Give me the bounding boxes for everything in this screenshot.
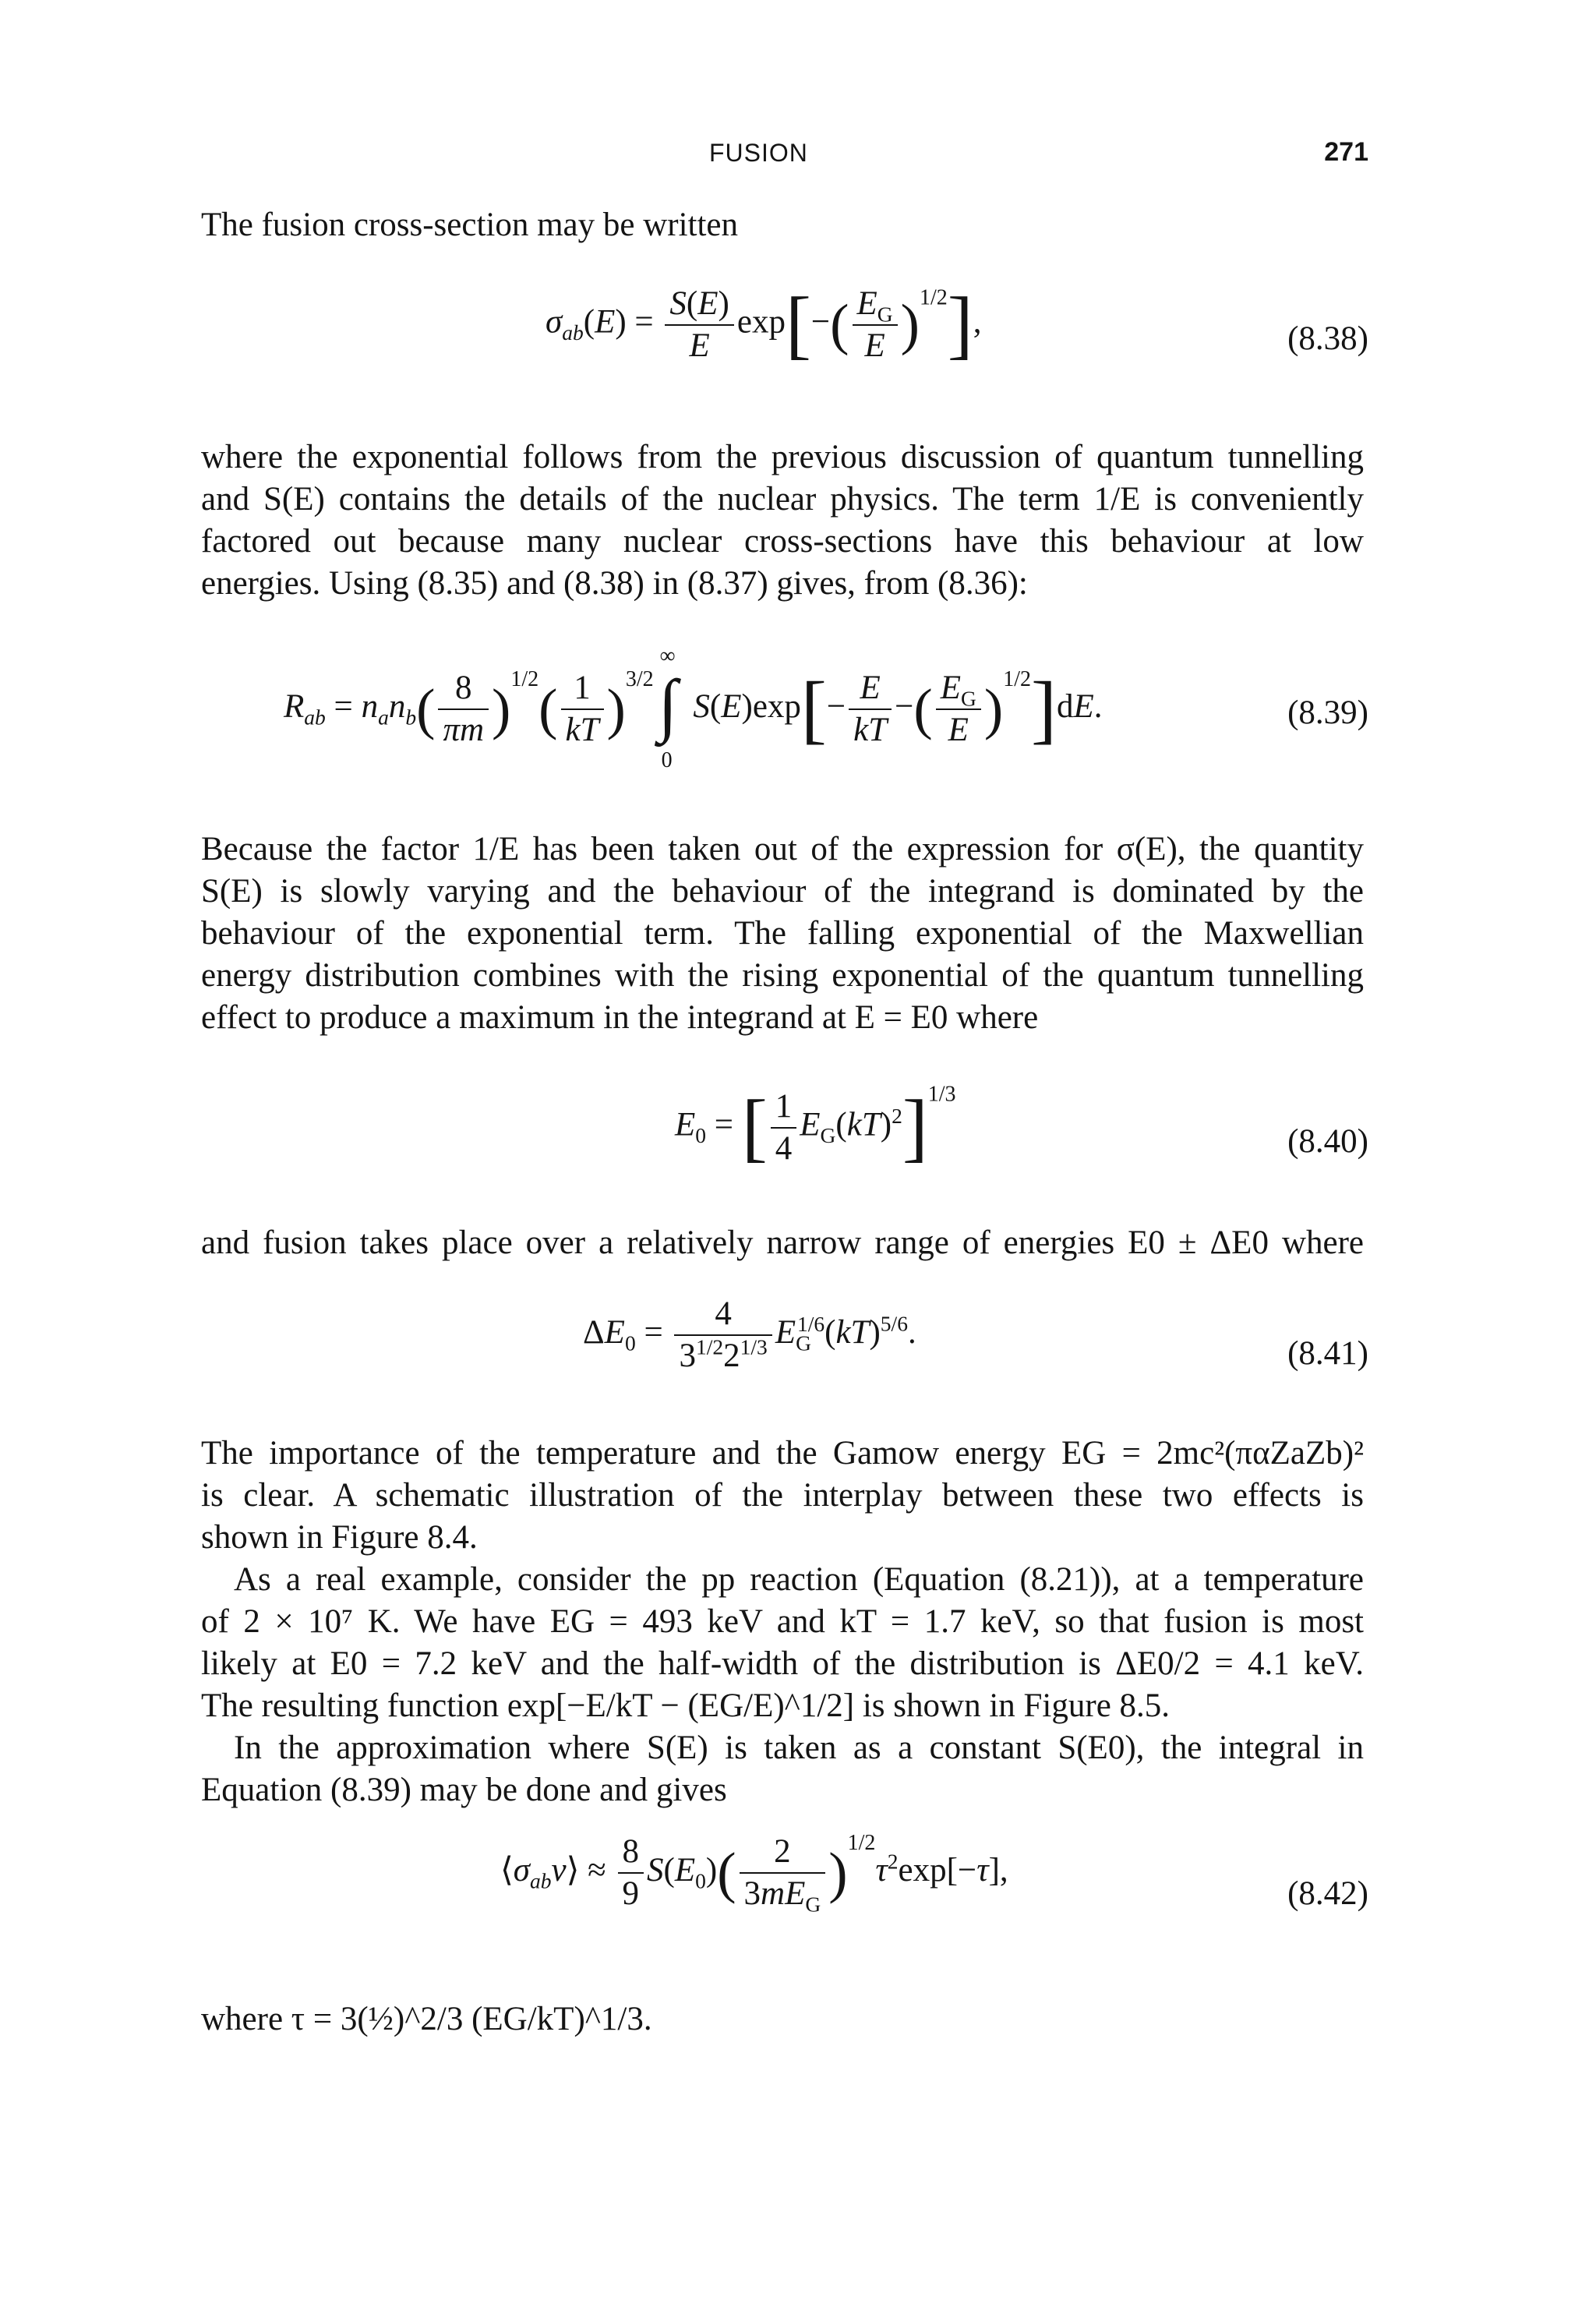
equation-body: $\Delta E_0$ = $\frac{4}{3^{1/2}2^{1/3}}$ $E_G^{1/6}(kT)^{5/6}$. [583,1295,916,1374]
page-number: 271 [1324,137,1368,167]
equation-body: $E_0$ = [ $\frac{1}{4}$ $E_G(kT)^2]^{1/3}$ [675,1082,956,1170]
equation-8-39 [0,644,1596,803]
running-header [0,131,1596,178]
running-title: FUSION [709,139,808,167]
equation-number: (8.41) [1287,1335,1368,1372]
equation-number: (8.38) [1287,320,1368,357]
paragraph-gamow: The importance of the temperature and the Gamow energy EG = 2mc²(παZaZb)² is clear. A schematic illustration of the interplay between these two effects is shown in Figure 8.4. [201,1435,1364,1556]
equation-number: (8.40) [1287,1123,1368,1160]
equation-number: (8.39) [1287,694,1368,731]
paragraph-exponential: where the exponential follows from the previous discussion of quantum tunnelling and S(E) contains the details of the nuclear physics. The term 1/E is conveniently factored out because many nuclear cross-sections have this behaviour at low energies. Using (8.35) and (8.38) in (8.37) gives, from (8.36): [201,439,1364,602]
paragraph-approximation: In the approximation where S(E) is taken as a constant S(E0), the integral in Equation (8.39) may be done and gives [201,1730,1364,1808]
equation-8-41 [0,1294,1596,1411]
equation-8-40 [0,1083,1596,1208]
equation-number: (8.42) [1287,1875,1368,1912]
equation-8-42 [0,1832,1596,1964]
paragraph-tau-definition: where τ = 3(½)^2/3 (EG/kT)^1/3. [201,2001,652,2037]
intro-paragraph: The fusion cross-section may be written [201,207,739,243]
equation-body: $⟨\sigma_{ab}v⟩$ ≈ $\frac{8}{9}$ $S(E_0)$( $\frac{2}{3mE_G}$ )$^{1/2}\tau^2\exp[-\tau]$, [500,1830,1008,1917]
equation-body: $\sigma_{ab}(E)$ = $\frac{S(E)}{E}$ exp[−( $\frac{E_G}{E}$ )$^{1/2}$], [546,282,982,367]
equation-8-38 [0,281,1596,405]
paragraph-pp-example: As a real example, consider the pp reaction (Equation (8.21)), at a temperature of 2 × 10⁷ K. We have EG = 493 keV and kT = 1.7 keV, so that fusion is most likely at E0 = 7.2 keV and the half-width of the distribution is ΔE0/2 = 4.1 keV. The resulting function exp[−E/kT − (EG/E)^1/2] is shown in Figure 8.5. [201,1561,1364,1724]
paragraph-range: and fusion takes place over a relatively narrow range of energies E0 ± ΔE0 where [201,1224,1364,1261]
equation-body: $R_{ab} = n_an_b$( $\frac{8}{\pi m}$ )$^{1/2}$( $\frac{1}{kT}$ )$^{3/2}$ ∞ ∫ 0 S(E)exp[− $\frac{E}{kT}$ −( $\frac{E_G}{E}$ )$^{1/2}$]dE. [284,644,1103,772]
paragraph-integrand: Because the factor 1/E has been taken out of the expression for σ(E), the quantity S(E) is slowly varying and the behaviour of the integrand is dominated by the behaviour of the exponential term. The falling exponential of the Maxwellian energy distribution combines with the rising exponential of the quantum tunnelling effect to produce a maximum in the integrand at E = E0 where [201,831,1364,1036]
